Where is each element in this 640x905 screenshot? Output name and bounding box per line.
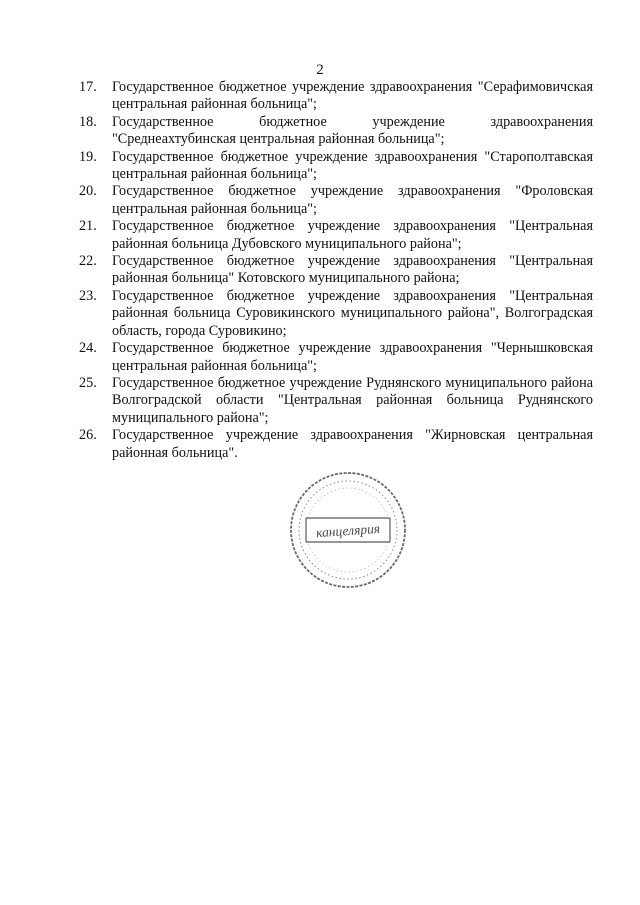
item-text: Государственное бюджетное учреждение здравоохранения "Центральная районная больница Дубовского муниципального района"; [112, 218, 593, 252]
item-text: Государственное бюджетное учреждение здравоохранения "Чернышковская центральная районная больница"; [112, 340, 593, 374]
list-item [79, 340, 593, 375]
list-item [79, 427, 593, 462]
item-text: Государственное бюджетное учреждение здравоохранения "Среднеахтубинская центральная районная больница"; [112, 113, 593, 148]
item-text: Государственное бюджетное учреждение Руднянского муниципального района Волгоградской области "Центральная районная больница Руднянского муниципального района"; [112, 374, 593, 426]
list-item [79, 288, 593, 340]
office-stamp [289, 471, 407, 589]
item-text: Государственное учреждение здравоохранения "Жирновская центральная районная больница". [112, 427, 593, 461]
list-item [79, 253, 593, 288]
institution-list [79, 79, 593, 462]
item-number: 19. [79, 148, 97, 165]
item-number: 17. [79, 79, 97, 95]
item-number: 24. [79, 340, 97, 357]
item-text: Государственное бюджетное учреждение здравоохранения "Фроловская центральная районная больница"; [112, 183, 593, 217]
list-item [79, 375, 593, 427]
page-number: 2 [316, 62, 324, 78]
item-number: 22. [79, 253, 97, 270]
item-number: 18. [79, 113, 97, 130]
list-item [79, 183, 593, 218]
item-number: 23. [79, 287, 97, 304]
item-text: Государственное бюджетное учреждение здравоохранения "Центральная районная больница Суровикинского муниципального района", Волгоградская область, города Суровикино; [112, 287, 593, 339]
item-text: Государственное бюджетное учреждение здравоохранения "Центральная районная больница" Котовского муниципального района; [112, 253, 593, 287]
list-item [79, 218, 593, 253]
item-number: 20. [79, 183, 97, 200]
item-number: 25. [79, 374, 97, 391]
stamp-label: канцелярия [315, 520, 381, 541]
item-number: 26. [79, 427, 97, 444]
list-item [79, 79, 593, 114]
list-item [79, 114, 593, 149]
item-number: 21. [79, 218, 97, 235]
item-text: Государственное бюджетное учреждение здравоохранения "Старополтавская центральная районная больница"; [112, 148, 593, 183]
list-item [79, 149, 593, 184]
item-text: Государственное бюджетное учреждение здравоохранения "Серафимовичская центральная районная больница"; [112, 79, 593, 113]
